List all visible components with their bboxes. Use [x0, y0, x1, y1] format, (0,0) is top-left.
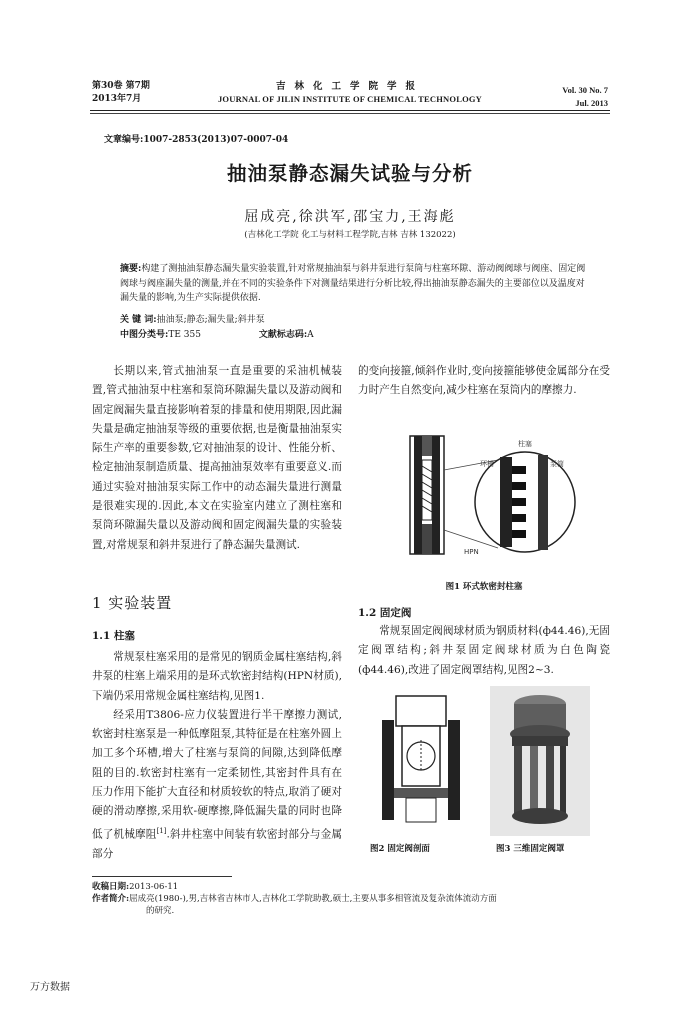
- header-rule: [90, 110, 610, 111]
- received-label: 收稿日期:: [92, 882, 130, 892]
- affiliation: (吉林化工学院 化工与材料工程学院,吉林 吉林 132022): [244, 230, 456, 240]
- figure-2-bottom-port: [406, 798, 436, 822]
- figure-1-label-hpn: HPN: [464, 548, 479, 556]
- received-value: 2013-06-11: [129, 882, 179, 892]
- figure-3-rib-3: [546, 746, 554, 814]
- figure-1-label-plunger: 柱塞: [518, 440, 532, 448]
- header-date-en: Jul. 2013: [575, 98, 608, 108]
- section-1-heading: 1 实验装置: [92, 594, 173, 612]
- bio-text-2: 的研究.: [146, 906, 175, 916]
- citation-ref-1: [1]: [156, 826, 167, 835]
- paragraph-plunger-2: [92, 706, 342, 864]
- footnote: [92, 881, 612, 917]
- intro-paragraph: [92, 362, 342, 555]
- clc-label: 中图分类号:: [120, 330, 169, 340]
- keywords: [120, 312, 265, 325]
- header-journal-block: [210, 80, 490, 106]
- subsection-1-2-body: [358, 622, 610, 680]
- abstract-text: 构建了测抽油泵静态漏失量实验装置,针对常规抽油泵与斜井泵进行泵筒与柱塞环隙、游动阀阀球与阀座、固定阀阀球与阀座漏失量的测量,并在不同的实验条件下对测量结果进行分析比较,得出抽油泵静态漏失的主要部位以及温度对漏失量的影响,为生产实际提供依据.: [120, 264, 586, 303]
- bio-label: 作者简介:: [92, 894, 130, 904]
- figure-3-ring: [512, 736, 568, 746]
- abstract-label: 摘要:: [120, 264, 142, 274]
- paragraph-plunger-1: 常规泵柱塞采用的是常见的钢质金属柱塞结构,斜井泵的柱塞上端采用的是环式软密封结构(HPN材质),下端仍采用常规金属柱塞结构,见图1.: [92, 651, 342, 702]
- subsection-1-2-heading: 1.2 固定阀: [358, 607, 412, 619]
- header-volume-block: [92, 80, 150, 106]
- classification: [120, 327, 314, 340]
- figure-3-rib-2: [530, 746, 538, 814]
- intro-text: 长期以来,管式抽油泵一直是重要的采油机械装置,管式抽油泵中柱塞和泵筒环隙漏失量以及游动阀和固定阀漏失量直接影响着泵的排量和使用期限,因此漏失量是确定抽油泵等级的重要依据,也是衡量抽油泵实际生产率的重要参数,它对抽油泵的设计、性能分析、检定抽油泵制造质量、提高抽油泵效率有重要意义.而通过实验对抽油泵实际工作中的动态漏失量进行测量是很难实现的.因此,本文在实验室内建立了测柱塞和泵筒环隙漏失量以及游动阀和固定阀漏失量的实验装置,对常规泵和斜井泵进行了静态漏失量测试.: [92, 365, 342, 551]
- journal-title-cn: 吉林化工学院学报: [275, 81, 424, 92]
- figure-1-label-groove: 环槽: [480, 460, 494, 468]
- clc-value: TE 355: [168, 330, 201, 340]
- figure-2-caption: 图2 固定阀剖面: [370, 844, 430, 854]
- header-date-cn: 2013年7月: [92, 94, 142, 104]
- figure-1-caption: 图1 环式软密封柱塞: [445, 582, 523, 592]
- subsection-1-1-heading: 1.1 柱塞: [92, 630, 135, 642]
- paper-title: 抽油泵静态漏失试验与分析: [226, 162, 473, 185]
- author-bio: [92, 893, 612, 905]
- right-column-continuation: 的变向接箍,倾斜作业时,变向接箍能够使金属部分在受力时产生自然变向,减少柱塞在泵筒内的摩擦力.: [358, 365, 610, 397]
- doc-code-label: 文献标志码:: [258, 330, 308, 340]
- author-list: 屈成亮,徐洪军,邵宝力,王海彪: [244, 209, 456, 225]
- doc-code-value: A: [307, 330, 314, 340]
- header-volume-en-block: [562, 84, 608, 110]
- figure-3-rib-1: [514, 746, 522, 814]
- paragraph-plunger-2-text: 经采用T3806-应力仪装置进行半干摩擦力测试,软密封柱塞泵是一种低摩阻泵,其特征是在柱塞外圆上加工多个环槽,增大了柱塞与泵筒的间隙,达到降低摩阻的目的.软密封柱塞有一定柔韧性,其密封件具有在压力作用下能扩大直径和材质较软的特点,取消了硬对硬的滑动摩擦,采用软-硬摩擦,降低漏失量的同时也降低了机械摩阻: [92, 708, 342, 841]
- figure-2-right-wall: [448, 720, 460, 820]
- header-volume-cn: 第30卷 第7期: [92, 81, 150, 91]
- journal-title-en: JOURNAL OF JILIN INSTITUTE OF CHEMICAL TECHNOLOGY: [217, 94, 483, 104]
- bio-text-1: 屈成亮(1980-),男,吉林省吉林市人,吉林化工学院助教,硕士,主要从事多相管流及复杂流体流动方面: [129, 894, 497, 904]
- figure-2-left-wall: [382, 720, 394, 820]
- watermark-wanfang: 万方数据: [30, 982, 70, 993]
- figure-1-plunger: [400, 430, 590, 562]
- abstract: [120, 262, 590, 306]
- keywords-label: 关 键 词:: [120, 315, 157, 325]
- paragraph-valve: 常规泵固定阀阀球材质为钢质材料(ф44.46),无固定阀罩结构;斜井泵固定阀球材质为白色陶瓷(ф44.46),改进了固定阀罩结构,见图2~3.: [358, 625, 610, 676]
- header-volume-en: Vol. 30 No. 7: [562, 85, 608, 95]
- figure-2-seat: [394, 788, 448, 798]
- figure-1-label-barrel: 泵筒: [550, 460, 564, 468]
- header-rule-thin: [90, 113, 610, 114]
- paragraph-plunger-2-tail: .斜井柱塞中间装有软密封部分与金属部分: [92, 828, 342, 860]
- received-date: [92, 881, 612, 893]
- figure-3-caption: 图3 三维固定阀罩: [496, 844, 565, 854]
- figure-2-cage-top: [396, 696, 446, 726]
- article-number: 文章编号:1007-2853(2013)07-0007-04: [104, 135, 289, 145]
- figure-3-rib-4: [560, 746, 566, 814]
- figure-1-plunger-rod: [410, 436, 444, 554]
- subsection-1-1-body: [92, 648, 342, 864]
- figure-3-base: [512, 808, 568, 824]
- keywords-text: 抽油泵;静态;漏失量;斜井泵: [156, 315, 265, 325]
- figure-3-valve-cage-3d: [490, 686, 590, 836]
- footnote-rule: [92, 876, 232, 877]
- figure-2-valve-section: [376, 690, 466, 830]
